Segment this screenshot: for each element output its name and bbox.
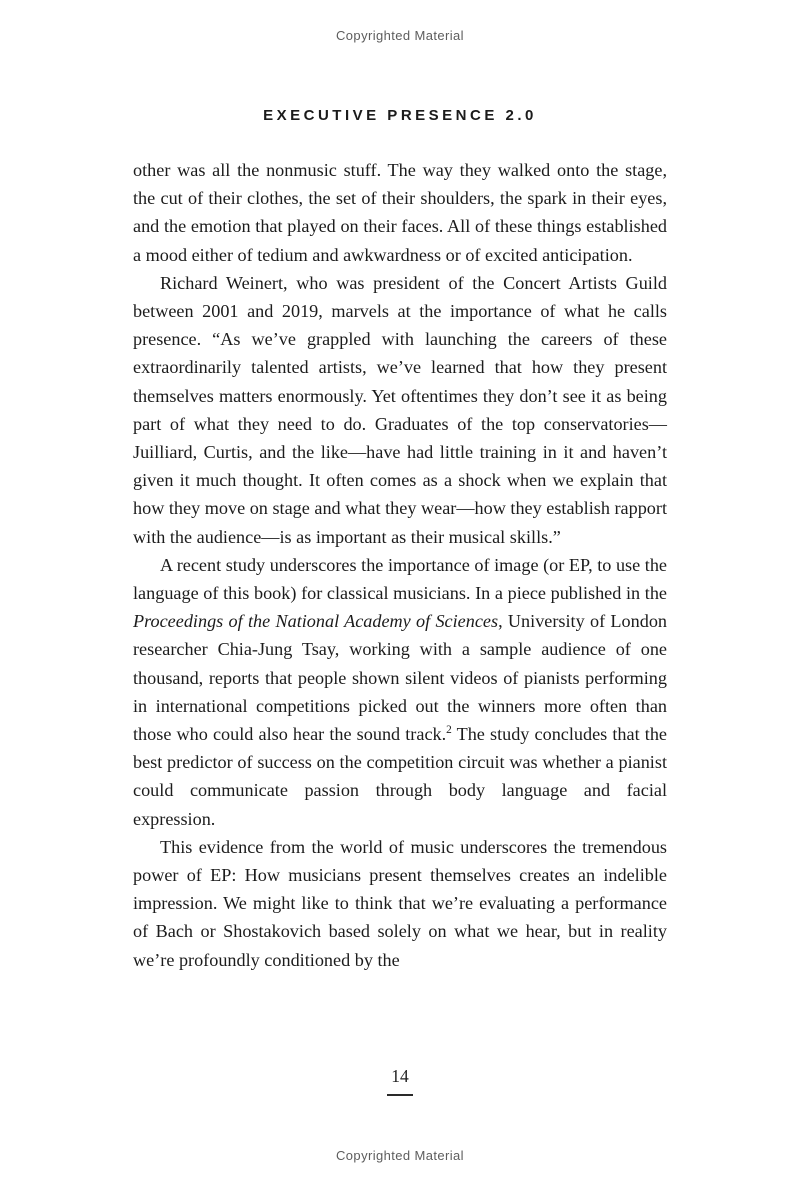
paragraph-3-segment-3: The study concludes that the best predictor of success on the competition circuit was whether a pianist could communicate passion through body language and facial expression. [133, 724, 667, 829]
page-number: 14 [391, 1066, 409, 1086]
paragraph-3 [133, 551, 667, 833]
page-number-block [0, 1066, 800, 1096]
copyright-notice-bottom: Copyrighted Material [336, 1148, 464, 1163]
paragraph-2: Richard Weinert, who was president of the Concert Artists Guild between 2001 and 2019, marvels at the importance of what he calls presence. “As we’ve grappled with launching the careers of these extraordinarily talented artists, we’ve learned that how they present themselves matters enormously. Yet oftentimes they don’t see it as being part of what they need to do. Graduates of the top conservatories—Juilliard, Curtis, and the like—have had little training in it and haven’t given it much thought. It often comes as a shock when we explain that how they move on stage and what they wear—how they establish rapport with the audience—is as important as their musical skills.” [133, 272, 667, 547]
page-number-rule [387, 1094, 413, 1096]
paragraph-1: other was all the nonmusic stuff. The way they walked onto the stage, the cut of their clothes, the set of their shoulders, the spark in their eyes, and the emotion that played on their faces. All of these things established a mood either of tedium and awkwardness or of excited anticipation. [133, 160, 667, 265]
paragraph-3-segment-2: , University of London researcher Chia-Jung Tsay, working with a sample audience of one thousand, reports that people shown silent videos of pianists performing in international competitions picked out the winners more often than those who could also hear the sound track. [133, 611, 668, 745]
paragraph-4: This evidence from the world of music underscores the tremendous power of EP: How musicians present themselves creates an indelible impression. We might like to think that we’re evaluating a performance of Bach or Shostakovich based solely on what we hear, but in reality we’re profoundly conditioned by the [133, 836, 667, 970]
body-text-column [133, 156, 667, 974]
copyright-notice-top: Copyrighted Material [336, 28, 464, 43]
journal-title-italic: Proceedings of the National Academy of Sciences [133, 611, 499, 632]
footnote-reference-2: 2 [446, 724, 452, 736]
running-head: EXECUTIVE PRESENCE 2.0 [263, 107, 537, 124]
paragraph-3-segment-1: A recent study underscores the importance of image (or EP, to use the language of this book) for classical musicians. In a piece published in the [133, 554, 667, 604]
